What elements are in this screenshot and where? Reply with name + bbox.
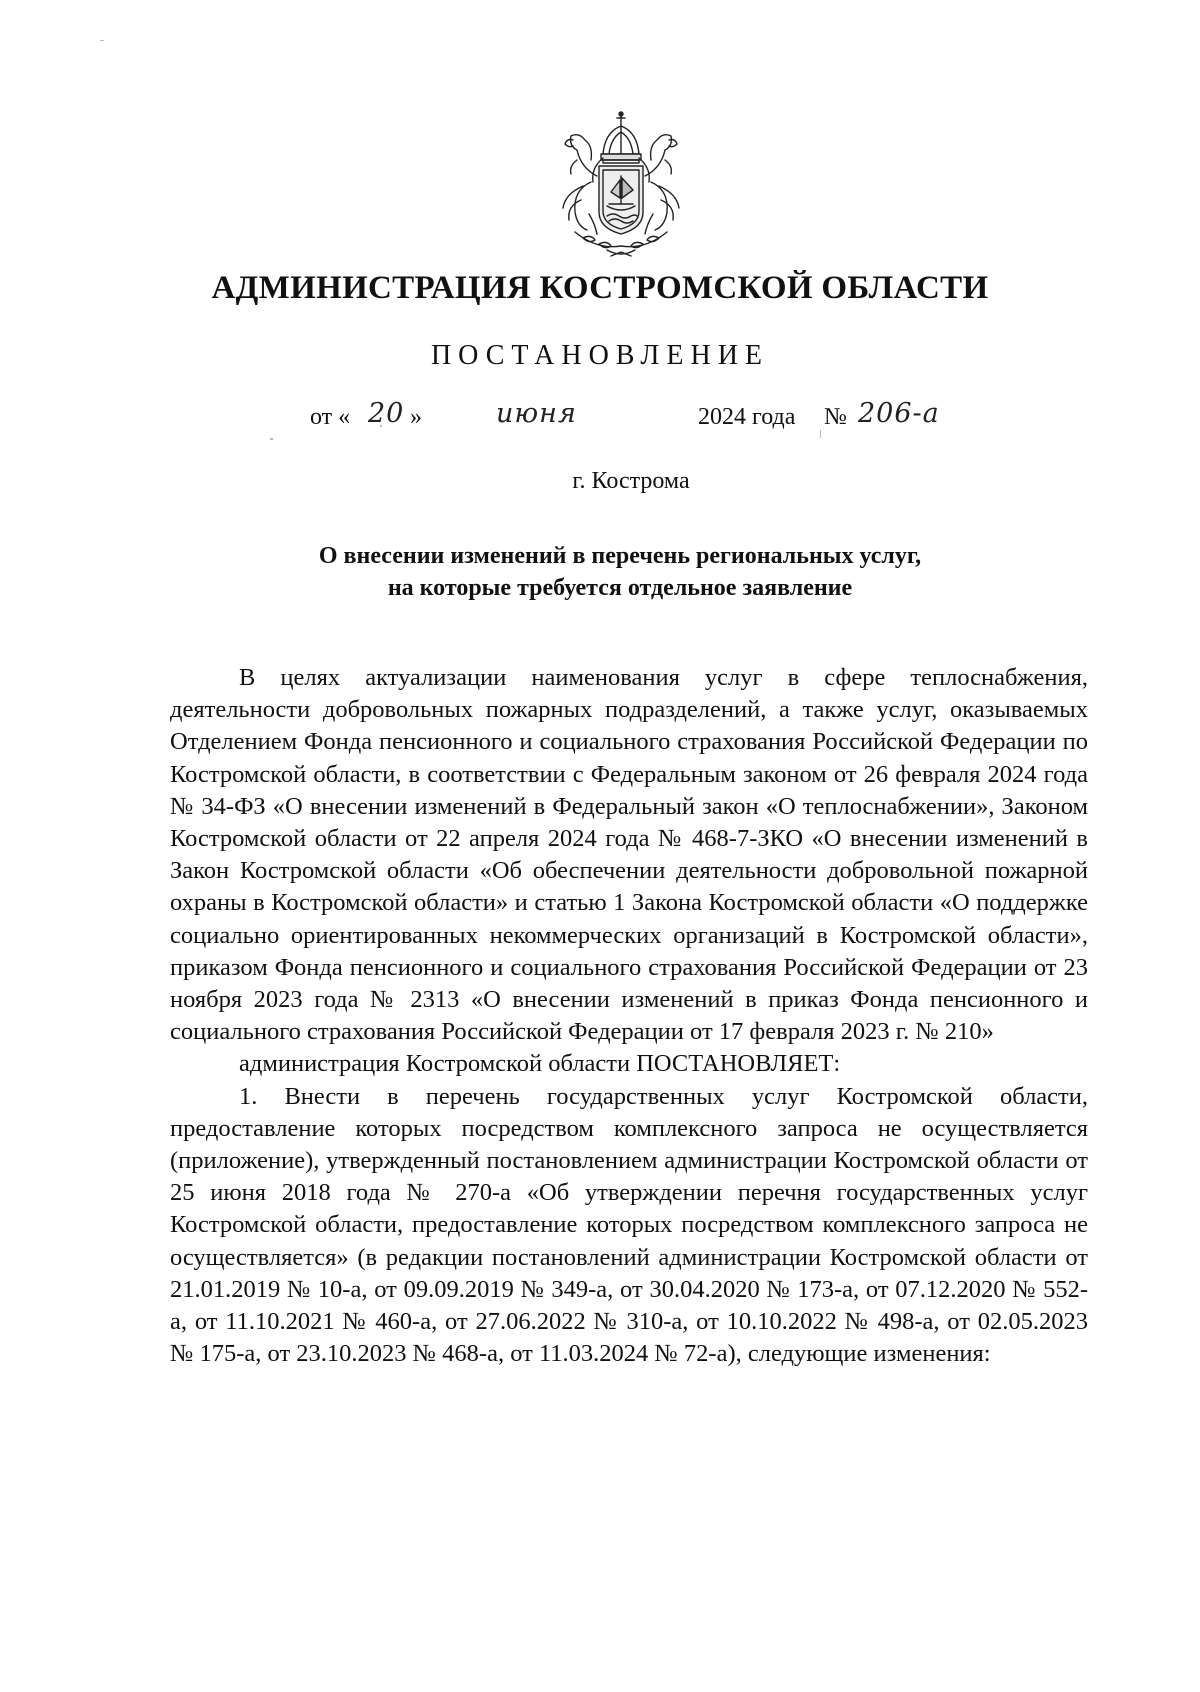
number-label: № bbox=[824, 404, 847, 430]
document-body bbox=[170, 662, 1088, 1370]
coat-of-arms-emblem bbox=[547, 110, 695, 262]
document-type: ПОСТАНОВЛЕНИЕ bbox=[430, 340, 770, 371]
paragraph-resolves: администрация Костромской области ПОСТАНОВЛЯЕТ: bbox=[239, 1050, 841, 1078]
date-prefix: от « bbox=[310, 404, 351, 430]
handwritten-number: 206-а bbox=[858, 398, 940, 429]
paragraph-preamble: В целях актуализации наименования услуг в сфере теплоснабжения, деятельности добровольных пожарных подразделений, а также услуг, оказываемых Отделением Фонда пенсионного и социального страхования Российской Федерации по Костромской области, в соответствии с Федеральным законом от 26 февраля 2024 года № 34-ФЗ «О внесении изменений в Федеральный закон «О теплоснабжении», Законом Костромской области от 22 апреля 2024 года № 468-7-ЗКО «О внесении изменений в Закон Костромской области «Об обеспечении деятельности добровольной пожарной охраны в Костромской области» и статью 1 Закона Костромской области «О поддержке социально ориентированных некоммерческих организаций в Костромской области», приказом Фонда пенсионного и социального страхования Российской Федерации от 23 ноября 2023 года № 2313 «О внесении изменений в приказ Фонда пенсионного и социального страхования Российской Федерации от 17 февраля 2023 г. № 210» bbox=[170, 664, 1088, 1046]
document-subject bbox=[240, 540, 1000, 604]
date-year: 2024 года bbox=[698, 404, 796, 430]
handwritten-day: 20 bbox=[368, 398, 405, 429]
subject-line-2: на которые требуется отдельное заявление bbox=[387, 575, 853, 601]
city-line: г. Кострома bbox=[572, 468, 690, 494]
organization-title: АДМИНИСТРАЦИЯ КОСТРОМСКОЙ ОБЛАСТИ bbox=[211, 270, 989, 306]
scan-speck bbox=[100, 40, 104, 41]
paragraph-item-1: 1. Внести в перечень государственных услуг Костромской области, предоставление которых посредством комплексного запроса не осуществляется (приложение), утвержденный постановлением администрации Костромской области от 25 июня 2018 года № 270-а «Об утверждении перечня государственных услуг Костромской области, предоставление которых посредством комплексного запроса не осуществляется» (в редакции постановлений администрации Костромской области от 21.01.2019 № 10-а, от 09.09.2019 № 349-а, от 30.04.2020 № 173-а, от 07.12.2020 № 552-а, от 11.10.2021 № 460-а, от 27.06.2022 № 310-а, от 10.10.2022 № 498-а, от 02.05.2023 № 175-а, от 23.10.2023 № 468-а, от 11.03.2024 № 72-а), следующие изменения: bbox=[170, 1082, 1088, 1368]
date-line bbox=[0, 398, 1200, 444]
handwritten-month: июня bbox=[496, 398, 577, 429]
date-day-close: » bbox=[410, 404, 422, 430]
subject-line-1: О внесении изменений в перечень региональных услуг, bbox=[318, 543, 922, 569]
